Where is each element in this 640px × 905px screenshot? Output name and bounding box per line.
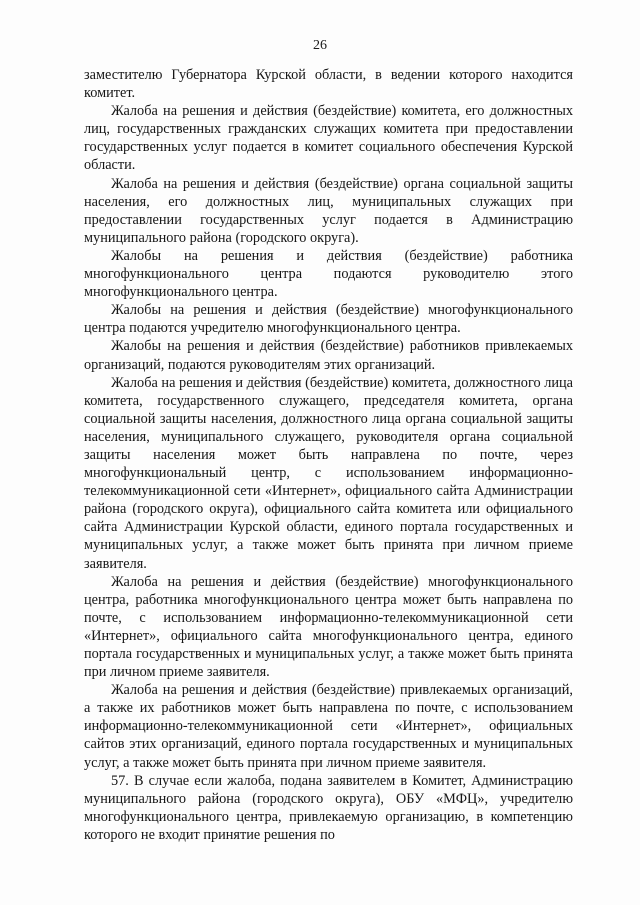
- paragraph-item-57: 57. В случае если жалоба, подана заявителем в Комитет, Администрацию муниципального района (городского округа), ОБУ «МФЦ», учредителю многофункционального центра, привлекаемую организацию, в компетенцию которого не входит принятие решения по: [84, 772, 573, 843]
- paragraph-complaint-involved-orgs: Жалобы на решения и действия (бездействие) работников привлекаемых организаций, подаются руководителям этих организаций.: [84, 338, 573, 373]
- paragraph-complaint-mfc: Жалобы на решения и действия (бездействие) многофункционального центра подаются учредителю многофункционального центра.: [84, 302, 573, 337]
- document-body: [84, 66, 573, 844]
- paragraph-complaint-social-protection: Жалоба на решения и действия (бездействие) органа социальной защиты населения, его должностных лиц, муниципальных служащих при предоставлении государственных услуг подается в Администрацию муниципального района (городского округа).: [84, 175, 573, 246]
- paragraph-continuation: заместителю Губернатора Курской области, в ведении которого находится комитет.: [84, 67, 573, 102]
- paragraph-complaint-channels-committee: Жалоба на решения и действия (бездействие) комитета, должностного лица комитета, государственного служащего, председателя комитета, органа социальной защиты населения, должностного лица органа социальной защиты населения, муниципального служащего, руководителя органа социальной защиты населения может быть направлена по почте, через многофункциональный центр, с использованием информационно-телекоммуникационной сети «Интернет», официального сайта Администрации района (городского округа), официального сайта комитета или официального сайта Администрации Курской области, единого портала государственных и муниципальных услуг, а также может быть принята при личном приеме заявителя.: [84, 374, 573, 572]
- page-number: 26: [313, 38, 327, 53]
- paragraph-complaint-channels-mfc: Жалоба на решения и действия (бездействие) многофункционального центра, работника многофункционального центра может быть направлена по почте, с использованием информационно-телекоммуникационной сети «Интернет», официального сайта многофункционального центра, единого портала государственных и муниципальных услуг, а также может быть принята при личном приеме заявителя.: [84, 573, 573, 681]
- paragraph-complaint-channels-orgs: Жалоба на решения и действия (бездействие) привлекаемых организаций, а также их работников может быть направлена по почте, с использованием информационно-телекоммуникационной сети «Интернет», официальных сайтов этих организаций, единого портала государственных и муниципальных услуг, а также может быть принята при личном приеме заявителя.: [84, 682, 573, 771]
- paragraph-complaint-mfc-employee: Жалобы на решения и действия (бездействие) работника многофункционального центра подаются руководителю этого многофункционального центра.: [84, 247, 573, 301]
- paragraph-complaint-committee: Жалоба на решения и действия (бездействие) комитета, его должностных лиц, государственных гражданских служащих комитета при предоставлении государственных услуг подается в комитет социального обеспечения Курской области.: [84, 103, 573, 174]
